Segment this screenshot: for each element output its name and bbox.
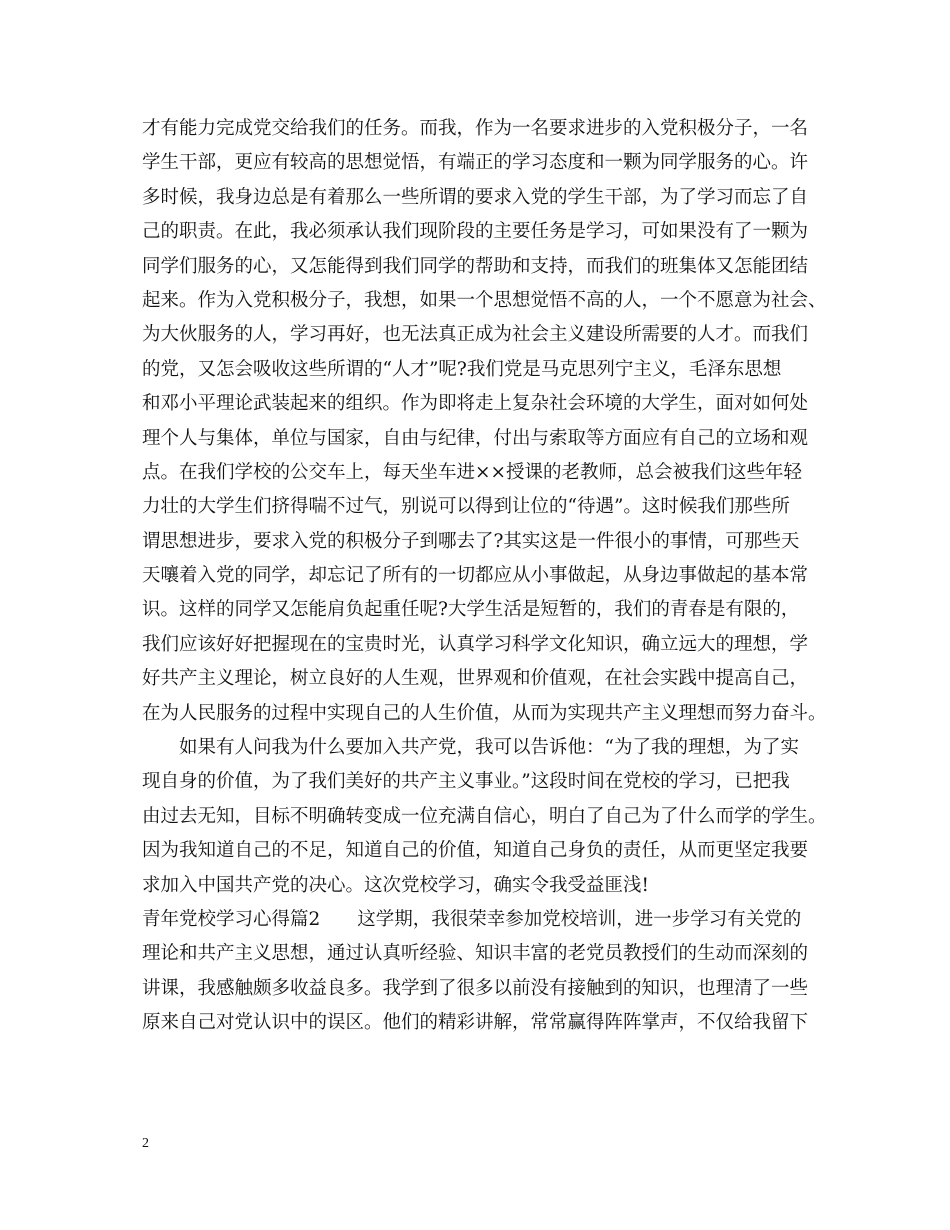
text-line: 求加入中国共产党的决心。这次党校学习，确实令我受益匪浅!	[142, 874, 649, 896]
text-line: 理个人与集体，单位与国家，自由与纪律，付出与索取等方面应有自己的立场和观	[142, 427, 809, 449]
text-line: 的党，又怎会吸收这些所谓的“人才”呢?我们党是马克思列宁主义，毛泽东思想	[142, 358, 782, 380]
text-line: 才有能力完成党交给我们的任务。而我，作为一名要求进步的入党积极分子，一名	[142, 118, 809, 139]
text-line: 天嚷着入党的同学，却忘记了所有的一切都应从小事做起，从身边事做起的基本常	[142, 565, 809, 587]
text-line: 谓思想进步，要求入党的积极分子到哪去了?其实这是一件很小的事情，可那些天	[142, 530, 800, 552]
text-line: 多时候，我身边总是有着那么一些所谓的要求入党的学生干部，为了学习而忘了自	[142, 186, 809, 208]
text-line: 理论和共产主义思想，通过认真听经验、知识丰富的老党员教授们的生动而深刻的	[142, 943, 809, 965]
text-line: 在为人民服务的过程中实现自己的人生价值，从而为实现共产主义理想而努力奋斗。	[142, 702, 827, 724]
text-line: 识。这样的同学又怎能肩负起重任呢?大学生活是短暂的，我们的青春是有限的，	[142, 599, 800, 621]
page-number: 2	[142, 1136, 149, 1151]
text-line: 为大伙服务的人，学习再好，也无法真正成为社会主义建设所需要的人才。而我们	[142, 324, 809, 346]
text-line: 我们应该好好把握现在的宝贵时光，认真学习科学文化知识，确立远大的理想，学	[142, 633, 809, 655]
text-line: 现自身的价值，为了我们美好的共产主义事业。”这段时间在党校的学习，已把我	[142, 771, 790, 793]
text-line: 讲课，我感触颇多收益良多。我学到了很多以前没有接触到的知识，也理清了一些	[142, 977, 809, 999]
text-line: 如果有人问我为什么要加入共产党，我可以告诉他：“为了我的理想，为了实	[142, 737, 799, 759]
text-line: 由过去无知，目标不明确转变成一位充满自信心，明白了自己为了什么而学的学生。	[142, 805, 827, 827]
text-line: 原来自己对党认识中的误区。他们的精彩讲解，常常赢得阵阵掌声，不仅给我留下	[142, 1012, 809, 1034]
text-line: 好共产主义理论，树立良好的人生观，世界观和价值观，在社会实践中提高自己，	[142, 668, 809, 690]
text-line: 学生干部，更应有较高的思想觉悟，有端正的学习态度和一颗为同学服务的心。许	[142, 152, 809, 174]
text-line: 青年党校学习心得篇2 这学期，我很荣幸参加党校培训，进一步学习有关党的	[142, 908, 802, 930]
text-line: 力壮的大学生们挤得喘不过气，别说可以得到让位的“待遇”。这时候我们那些所	[142, 496, 790, 518]
text-line: 己的职责。在此，我必须承认我们现阶段的主要任务是学习，可如果没有了一颗为	[142, 221, 809, 243]
text-line: 因为我知道自己的不足，知道自己的价值，知道自己身负的责任，从而更坚定我要	[142, 840, 809, 862]
text-line: 点。在我们学校的公交车上，每天坐车进××授课的老教师，总会被我们这些年轻	[142, 461, 803, 483]
text-line: 起来。作为入党积极分子，我想，如果一个思想觉悟不高的人，一个不愿意为社会、	[142, 289, 827, 311]
text-line: 和邓小平理论武装起来的组织。作为即将走上复杂社会环境的大学生，面对如何处	[142, 393, 809, 415]
body-text	[142, 112, 842, 1041]
text-line: 同学们服务的心，又怎能得到我们同学的帮助和支持，而我们的班集体又怎能团结	[142, 255, 809, 277]
